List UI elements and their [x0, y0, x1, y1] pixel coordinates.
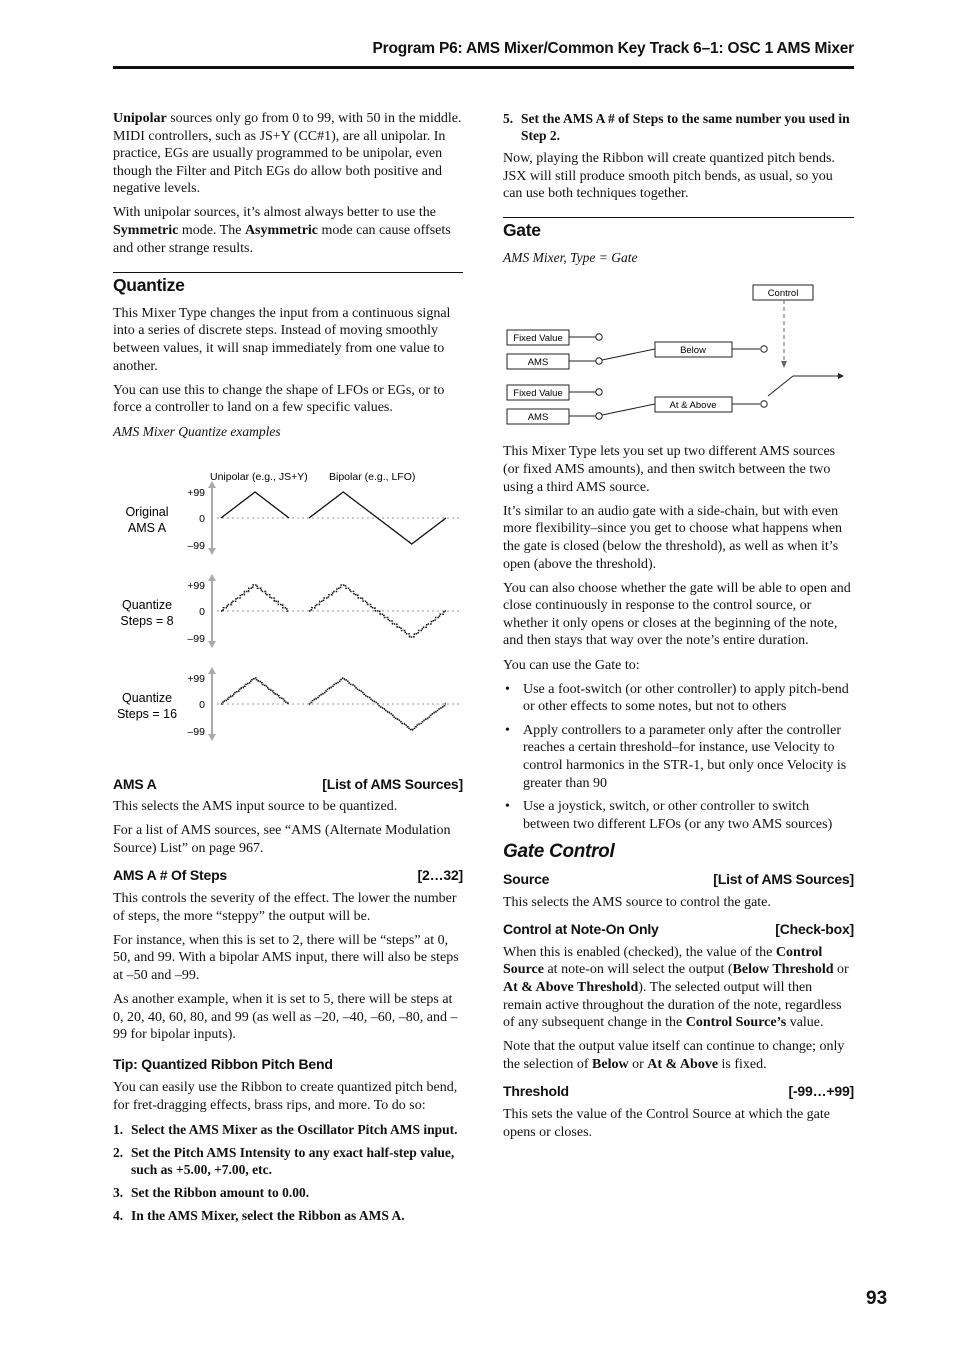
quantize-heading: Quantize	[113, 275, 185, 296]
threshold-desc: This sets the value of the Control Source at which the gate opens or closes.	[503, 1106, 830, 1140]
header-rule	[113, 66, 854, 69]
ribbon-result: Now, playing the Ribbon will create quantized pitch bends. JSX will still produce smooth pitch bends, as usual, so you can use both techniques together.	[503, 151, 835, 202]
bipolar-column-label: Bipolar (e.g., LFO)	[329, 470, 416, 483]
section-rule	[503, 217, 854, 218]
figure-caption: AMS Mixer Quantize examples	[113, 424, 281, 440]
param-name: AMS A # Of Steps	[113, 867, 228, 884]
bipolar-waveform	[309, 492, 446, 544]
gate-uses-list	[503, 681, 854, 834]
param-range: [List of AMS Sources]	[713, 870, 854, 887]
tick-label: 0	[199, 512, 205, 525]
unipolar-waveform	[221, 678, 289, 704]
quantize-intro: This Mixer Type changes the input from a continuous signal into a series of discrete steps. Instead of moving smoothly between values, it will snap immediately from one value to another.	[113, 305, 451, 374]
list-item: • Apply controllers to a parameter only after the controller reaches a certain threshold–for instance, use Velocity to control harmonics in the STR-1, but only once Velocity is greater than 90	[505, 722, 847, 791]
output-arrowhead	[838, 373, 844, 379]
control-label: Control	[767, 288, 799, 300]
row-label: Original	[125, 504, 169, 519]
right-column	[503, 110, 854, 1148]
step-item: 2. Set the Pitch AMS Intensity to any exact half-step value, such as +5.00, +7.00, etc.	[113, 1145, 455, 1177]
gate-control-heading: Gate Control	[503, 841, 615, 863]
param-ams-a	[113, 776, 463, 794]
gate-diagram	[503, 273, 854, 443]
ams-label-2: AMS	[527, 412, 549, 424]
step-item: 5. Set the AMS A # of Steps to the same number you used in Step 2.	[503, 111, 850, 143]
quantize-usage: You can use this to change the shape of LFOs or EGs, or to force a controller to land on a few specific values.	[113, 382, 445, 416]
axis-arrow-down	[208, 734, 216, 741]
ams-a-ref: For a list of AMS sources, see “AMS (Alternate Modulation Source) List” on page 967.	[113, 823, 451, 856]
param-source	[503, 871, 854, 889]
param-name: AMS A	[113, 775, 157, 792]
param-threshold	[503, 1083, 854, 1101]
section-rule	[113, 272, 463, 273]
step-item: 3. Set the Ribbon amount to 0.00.	[113, 1185, 310, 1200]
row-label: Quantize	[121, 597, 173, 612]
param-name: Control at Note-On Only	[503, 921, 659, 938]
param-note-on-only	[503, 921, 854, 939]
left-column	[113, 110, 463, 1230]
ams-label-1: AMS	[527, 357, 549, 369]
tip-intro: You can easily use the Ribbon to create quantized pitch bend, for fret-dragging effects, brass rips, and more. To do so:	[113, 1080, 458, 1113]
param-range: [-99…+99]	[788, 1083, 854, 1100]
step-item: 1. Select the AMS Mixer as the Oscillator Pitch AMS input.	[113, 1122, 458, 1137]
steps-desc: This controls the severity of the effect. The lower the number of steps, the more “steppy” the output will be.	[113, 890, 457, 924]
param-name: Threshold	[503, 1083, 569, 1100]
tick-label: 0	[199, 698, 205, 711]
ams-a-desc: This selects the AMS input source to be quantized.	[113, 799, 398, 815]
quantize-figure	[113, 448, 463, 758]
fixed-value-label-2: Fixed Value	[513, 388, 563, 400]
axis-arrow-down	[208, 641, 216, 648]
unipolar-paragraph: Unipolar sources only go from 0 to 99, with 50 in the middle. MIDI controllers, such as JS+Y (CC#1), are all unipolar. In practice, EGs are usually programmed to be unipolar, even though the Filter and Pitch EGs do allow both positive and negative levels.	[113, 111, 462, 197]
axis-arrow-up	[208, 667, 216, 674]
running-header: Program P6: AMS Mixer/Common Key Track 6–1: OSC 1 AMS Mixer	[372, 40, 854, 57]
row-label: Quantize	[121, 690, 173, 705]
bipolar-waveform	[309, 585, 446, 637]
gate-continuous: You can also choose whether the gate will be able to open and close continuously in response to the control source, or whether it only opens or closes at the beginning of the note, and then stays that way over the note’s entire duration.	[503, 580, 851, 649]
tick-label: +99	[187, 672, 205, 685]
below-label: Below	[680, 345, 706, 357]
tick-label: 0	[199, 605, 205, 618]
tick-label: –99	[187, 725, 205, 738]
page-number: 93	[866, 1288, 888, 1309]
step-item: 4. In the AMS Mixer, select the Ribbon as AMS A.	[113, 1208, 405, 1223]
steps-example-2: As another example, when it is set to 5, there will be steps at 0, 20, 40, 60, 80, and 99 (as well as –20, –40, –60, –80, and –99 for bipolar inputs).	[113, 991, 458, 1043]
symmetric-paragraph: With unipolar sources, it’s almost always better to use the Symmetric mode. The Asymmetric mode can cause offsets and other strange results.	[113, 205, 451, 256]
tip-heading: Tip: Quantized Ribbon Pitch Bend	[113, 1055, 333, 1072]
list-item: • Use a joystick, switch, or other controller to switch between two different LFOs (or any two AMS sources)	[505, 799, 833, 832]
tick-label: –99	[187, 632, 205, 645]
tick-label: +99	[187, 579, 205, 592]
note-on-desc: When this is enabled (checked), the value of the Control Source at note-on will select the output (Below Threshold or At & Above Threshold). The selected output will then remain active throughout the duration of the note, regardless of any subsequent change in the Control Source’s value.	[503, 944, 849, 1031]
param-steps	[113, 867, 463, 885]
gate-caption: AMS Mixer, Type = Gate	[503, 250, 638, 266]
gate-similar: It’s similar to an audio gate with a side-chain, but with even more flexibility–since you get to choose what happens when the gate is closed (below the threshold), as well as when it’s open (above the threshold).	[503, 503, 843, 572]
axis-arrow-up	[208, 574, 216, 581]
source-desc: This selects the AMS source to control the gate.	[503, 894, 771, 910]
param-range: [List of AMS Sources]	[322, 775, 463, 792]
steps-example-1: For instance, when this is set to 2, there will be “steps” at 0, 50, and 99. With a bipolar AMS input, there will also be steps at –50 and –99.	[113, 932, 459, 983]
note-on-note: Note that the output value itself can continue to change; only the selection of Below or At & Above is fixed.	[503, 1039, 845, 1072]
param-name: Source	[503, 870, 550, 887]
axis-arrow-down	[208, 548, 216, 555]
row-label: AMS A	[127, 520, 167, 535]
list-item: • Use a foot-switch (or other controller) to apply pitch-bend or other effects to some notes, but not to others	[505, 681, 849, 715]
param-range: [Check-box]	[775, 921, 854, 938]
tick-label: +99	[187, 486, 205, 499]
param-range: [2…32]	[417, 867, 463, 884]
row-label: Steps = 16	[116, 706, 178, 721]
tip-steps	[113, 1121, 463, 1224]
bipolar-waveform	[309, 678, 446, 730]
row-label: Steps = 8	[120, 613, 174, 628]
tick-label: –99	[187, 539, 205, 552]
unipolar-waveform	[221, 585, 289, 611]
control-arrowhead	[781, 361, 787, 368]
tip-steps-continued	[503, 110, 854, 144]
gate-heading: Gate	[503, 219, 541, 240]
gate-intro: This Mixer Type lets you set up two different AMS sources (or fixed AMS amounts), and then switch between the two using a third AMS source.	[503, 444, 836, 495]
fixed-value-label-1: Fixed Value	[513, 333, 563, 345]
unipolar-waveform	[221, 492, 289, 518]
above-label: At & Above	[669, 400, 717, 412]
gate-uses-intro: You can use the Gate to:	[503, 657, 640, 673]
unipolar-column-label: Unipolar (e.g., JS+Y)	[210, 470, 308, 483]
